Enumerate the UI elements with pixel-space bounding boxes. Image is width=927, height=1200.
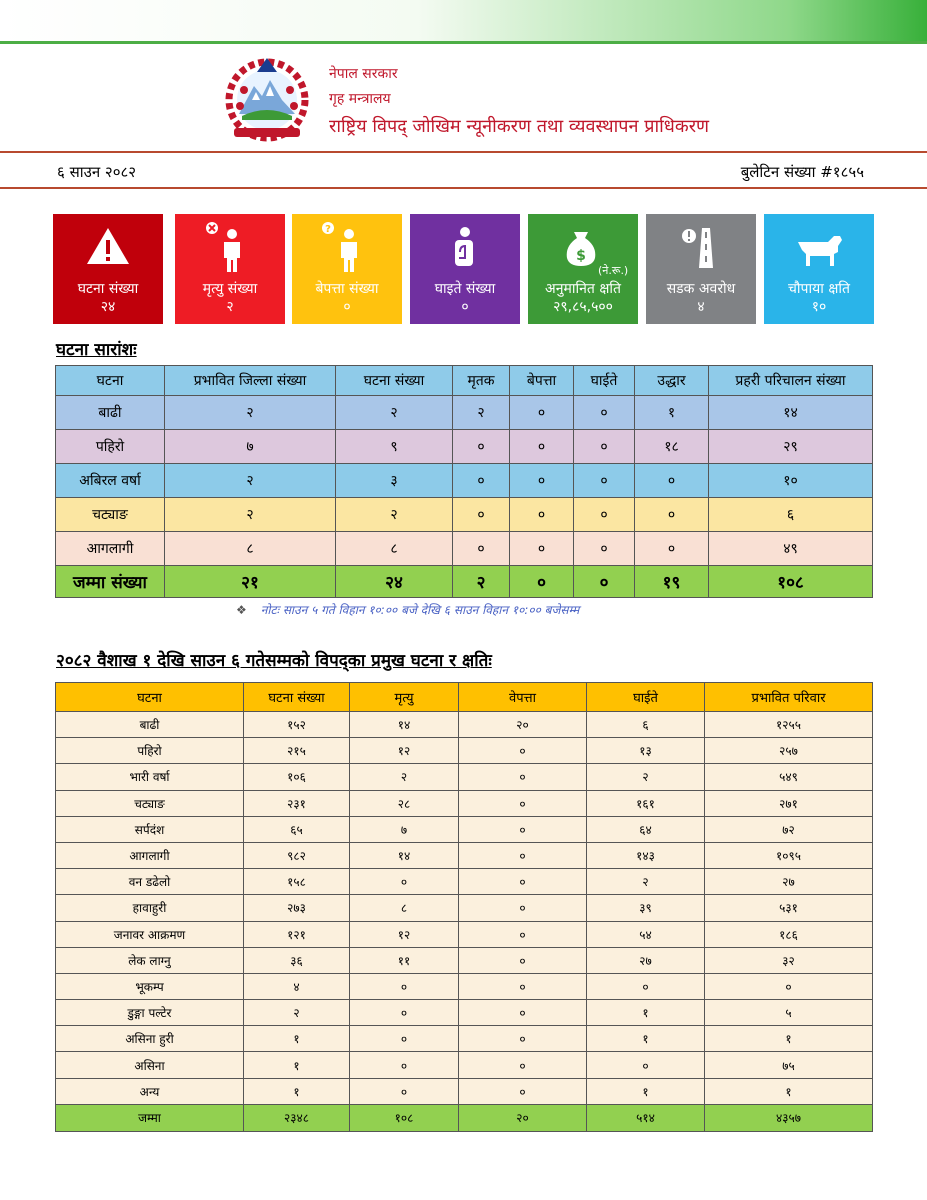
total-row [56, 1104, 873, 1131]
table-cell: २७३ [244, 895, 350, 921]
total-cell: १०८ [350, 1104, 459, 1131]
bulletin-date: ६ साउन २०८२ [57, 163, 137, 181]
table-cell: ० [350, 1026, 459, 1052]
table-cell: ९८२ [244, 842, 350, 868]
table-cell: डुङ्गा पल्टेर [56, 1000, 244, 1026]
table-cell: ४ [244, 973, 350, 999]
table-row [56, 1078, 873, 1104]
table-cell: २ [587, 869, 705, 895]
bulletin-number: बुलेटिन संख्या #१८५५ [740, 163, 864, 181]
table-cell: २५७ [705, 738, 873, 764]
table-cell: ० [459, 1026, 587, 1052]
ministry-name: गृह मन्त्रालय [329, 91, 391, 107]
table-cell: हावाहुरी [56, 895, 244, 921]
table-cell: ८ [350, 895, 459, 921]
table-cell: ० [453, 464, 510, 498]
table-row [56, 1052, 873, 1078]
government-emblem-icon [222, 56, 312, 144]
cumulative-header-cell: घाईते [587, 683, 705, 712]
table-cell: १२ [350, 921, 459, 947]
table-cell: ० [459, 869, 587, 895]
top-banner-line [0, 41, 927, 44]
cumulative-header-cell: मृत्यु [350, 683, 459, 712]
table-cell: सर्पदंश [56, 816, 244, 842]
cumulative-header-row [56, 683, 873, 712]
table-cell: १०९५ [705, 842, 873, 868]
table-row [56, 895, 873, 921]
table-cell: भारी वर्षा [56, 764, 244, 790]
table-cell: २ [165, 464, 336, 498]
table-cell: १२१ [244, 921, 350, 947]
date-divider [0, 187, 927, 189]
authority-name: राष्ट्रिय विपद् जोखिम न्यूनीकरण तथा व्यवस्थापन प्राधिकरण [329, 116, 710, 137]
table-row [56, 764, 873, 790]
table-row [56, 532, 873, 566]
table-cell: ४९ [709, 532, 873, 566]
table-row [56, 842, 873, 868]
tile-unit: (ने.रू.) [598, 264, 629, 277]
table-cell: ८ [165, 532, 336, 566]
table-cell: चट्याङ [56, 498, 165, 532]
table-cell: ० [459, 764, 587, 790]
summary-header-cell: उद्धार [635, 366, 709, 396]
table-cell: १२ [350, 738, 459, 764]
tile-value: ० [461, 299, 469, 315]
table-cell: लेक लाग्नु [56, 947, 244, 973]
tile-value: २४ [100, 299, 116, 315]
tile-estimated-loss [528, 214, 638, 324]
tile-value: २ [226, 299, 234, 315]
note-text: नोटः साउन ५ गते विहान १०:०० बजे देखि ६ साउन विहान १०:०० बजेसम्म [260, 603, 580, 617]
table-row [56, 498, 873, 532]
table-cell: १० [709, 464, 873, 498]
table-cell: १ [705, 1026, 873, 1052]
table-cell: ० [350, 973, 459, 999]
total-cell: ५१४ [587, 1104, 705, 1131]
svg-text:?: ? [325, 224, 331, 235]
table-cell: पहिरो [56, 430, 165, 464]
table-cell: ० [350, 1078, 459, 1104]
table-cell: २ [587, 764, 705, 790]
table-cell: १ [587, 1026, 705, 1052]
total-cell: जम्मा [56, 1104, 244, 1131]
table-cell: २ [350, 764, 459, 790]
cumulative-header-cell: घटना [56, 683, 244, 712]
table-cell: २९ [709, 430, 873, 464]
table-row [56, 1026, 873, 1052]
summary-table [55, 365, 873, 598]
table-cell: १ [244, 1052, 350, 1078]
tile-road-block [646, 214, 756, 324]
table-cell: ३९ [587, 895, 705, 921]
tile-value: १० [811, 299, 827, 315]
summary-header-cell: बेपत्ता [510, 366, 574, 396]
cumulative-title: २०८२ वैशाख १ देखि साउन ६ गतेसम्मको विपद्का प्रमुख घटना र क्षतिः [56, 651, 492, 671]
table-cell: असिना हुरी [56, 1026, 244, 1052]
table-cell: २ [453, 396, 510, 430]
table-cell: बाढी [56, 712, 244, 738]
tile-deaths [175, 214, 285, 324]
table-cell: १ [587, 1078, 705, 1104]
table-cell: २० [459, 712, 587, 738]
tile-label: सडक अवरोध [666, 281, 736, 297]
table-cell: ६ [587, 712, 705, 738]
table-cell: १६१ [587, 790, 705, 816]
table-cell: ० [459, 921, 587, 947]
table-cell: ० [453, 498, 510, 532]
table-cell: २८ [350, 790, 459, 816]
tile-label: मृत्यु संख्या [202, 281, 258, 297]
table-cell: ० [510, 396, 574, 430]
table-cell: ० [459, 973, 587, 999]
death-person-icon [175, 214, 285, 284]
table-cell: २७१ [705, 790, 873, 816]
table-cell: ११ [350, 947, 459, 973]
summary-header-cell: मृतक [453, 366, 510, 396]
summary-header-cell: घाईते [574, 366, 635, 396]
table-cell: १४ [709, 396, 873, 430]
table-cell: ० [459, 816, 587, 842]
table-cell: ० [459, 738, 587, 764]
table-cell: ० [459, 1000, 587, 1026]
table-cell: ० [510, 464, 574, 498]
total-cell: २१ [165, 566, 336, 598]
gov-name: नेपाल सरकार [329, 66, 398, 82]
table-cell: १ [587, 1000, 705, 1026]
tile-label: घाइते संख्या [434, 281, 496, 297]
table-row [56, 790, 873, 816]
table-cell: १ [244, 1078, 350, 1104]
table-cell: ० [459, 1052, 587, 1078]
table-cell: १५२ [244, 712, 350, 738]
cumulative-header-cell: प्रभावित परिवार [705, 683, 873, 712]
table-row [56, 869, 873, 895]
summary-header-cell: प्रभावित जिल्ला संख्या [165, 366, 336, 396]
header-divider [0, 151, 927, 153]
table-cell: ० [350, 1000, 459, 1026]
table-cell: ६५ [244, 816, 350, 842]
cumulative-header-cell: वेपत्ता [459, 683, 587, 712]
table-cell: चट्याङ [56, 790, 244, 816]
table-cell: १४३ [587, 842, 705, 868]
note-bullet: ❖ [236, 603, 247, 617]
tile-label: घटना संख्या [77, 281, 139, 297]
table-row [56, 396, 873, 430]
table-cell: ६ [709, 498, 873, 532]
table-cell: ० [459, 790, 587, 816]
table-cell: ५४ [587, 921, 705, 947]
table-cell: असिना [56, 1052, 244, 1078]
tile-value: ४ [697, 299, 705, 315]
total-cell: ४३५७ [705, 1104, 873, 1131]
total-cell: २० [459, 1104, 587, 1131]
cumulative-table [55, 682, 873, 1132]
table-cell: १ [244, 1026, 350, 1052]
table-cell: अबिरल वर्षा [56, 464, 165, 498]
total-cell: जम्मा संख्या [56, 566, 165, 598]
table-cell: ० [574, 532, 635, 566]
table-cell: ७ [165, 430, 336, 464]
table-cell: ० [350, 1052, 459, 1078]
table-cell: ० [587, 1052, 705, 1078]
tile-livestock [764, 214, 874, 324]
table-cell: ५४९ [705, 764, 873, 790]
table-cell: ० [510, 532, 574, 566]
table-row [56, 921, 873, 947]
table-cell: ० [635, 532, 709, 566]
tile-label: अनुमानित क्षति [545, 281, 621, 297]
cow-icon [764, 214, 874, 284]
table-cell: ७२ [705, 816, 873, 842]
tile-missing [292, 214, 402, 324]
table-cell: १५८ [244, 869, 350, 895]
total-cell: ० [574, 566, 635, 598]
table-cell: २ [244, 1000, 350, 1026]
table-cell: ० [574, 396, 635, 430]
table-cell: २ [336, 498, 453, 532]
top-banner [0, 0, 927, 44]
total-row [56, 566, 873, 598]
table-cell: २७ [705, 869, 873, 895]
table-cell: ० [453, 430, 510, 464]
table-cell: १४ [350, 842, 459, 868]
table-cell: १२५५ [705, 712, 873, 738]
table-cell: ० [459, 947, 587, 973]
table-cell: ० [574, 498, 635, 532]
tile-label: चौपाया क्षति [788, 281, 850, 297]
table-cell: १४ [350, 712, 459, 738]
table-cell: ० [635, 464, 709, 498]
table-cell: २ [165, 498, 336, 532]
table-row [56, 1000, 873, 1026]
cumulative-header-cell: घटना संख्या [244, 683, 350, 712]
table-cell: वन डढेलो [56, 869, 244, 895]
table-cell: ५३१ [705, 895, 873, 921]
table-cell: ० [705, 973, 873, 999]
summary-header-row [56, 366, 873, 396]
table-cell: २ [336, 396, 453, 430]
table-cell: ६४ [587, 816, 705, 842]
table-cell: ० [635, 498, 709, 532]
table-cell: आगलागी [56, 532, 165, 566]
table-cell: अन्य [56, 1078, 244, 1104]
tile-value: २९,८५,५०० [553, 299, 613, 315]
table-cell: पहिरो [56, 738, 244, 764]
table-cell: २७ [587, 947, 705, 973]
table-row [56, 712, 873, 738]
table-cell: ७५ [705, 1052, 873, 1078]
table-cell: ० [574, 430, 635, 464]
table-cell: आगलागी [56, 842, 244, 868]
table-cell: १८६ [705, 921, 873, 947]
table-cell: १८ [635, 430, 709, 464]
table-cell: ० [510, 498, 574, 532]
injured-person-icon [410, 214, 520, 284]
table-cell: २ [165, 396, 336, 430]
table-cell: बाढी [56, 396, 165, 430]
summary-header-cell: घटना संख्या [336, 366, 453, 396]
table-row [56, 816, 873, 842]
tile-value: ० [343, 299, 351, 315]
table-cell: जनावर आक्रमण [56, 921, 244, 947]
summary-title: घटना सारांशः [56, 340, 137, 360]
svg-text:$: $ [576, 248, 586, 264]
table-cell: १३ [587, 738, 705, 764]
table-cell: १ [705, 1078, 873, 1104]
table-cell: ९ [336, 430, 453, 464]
table-row [56, 430, 873, 464]
table-cell: ७ [350, 816, 459, 842]
tile-injured [410, 214, 520, 324]
table-row [56, 464, 873, 498]
table-row [56, 947, 873, 973]
total-cell: ० [510, 566, 574, 598]
total-cell: १९ [635, 566, 709, 598]
table-cell: ० [510, 430, 574, 464]
table-cell: ३६ [244, 947, 350, 973]
total-cell: १०८ [709, 566, 873, 598]
summary-header-cell: प्रहरी परिचालन संख्या [709, 366, 873, 396]
table-cell: ० [453, 532, 510, 566]
table-cell: २१५ [244, 738, 350, 764]
table-cell: ३२ [705, 947, 873, 973]
table-cell: १०६ [244, 764, 350, 790]
warning-icon [53, 214, 163, 284]
table-cell: १ [635, 396, 709, 430]
summary-header-cell: घटना [56, 366, 165, 396]
total-cell: २४ [336, 566, 453, 598]
missing-person-icon [292, 214, 402, 284]
table-cell: ० [587, 973, 705, 999]
table-cell: २३१ [244, 790, 350, 816]
tile-label: बेपत्ता संख्या [315, 281, 379, 297]
table-cell: भूकम्प [56, 973, 244, 999]
road-block-icon [646, 214, 756, 284]
total-cell: २३४८ [244, 1104, 350, 1131]
tile-incidents [53, 214, 163, 324]
table-row [56, 973, 873, 999]
table-cell: ० [350, 869, 459, 895]
total-cell: २ [453, 566, 510, 598]
table-cell: ० [459, 842, 587, 868]
table-row [56, 738, 873, 764]
table-cell: ३ [336, 464, 453, 498]
summary-note [236, 601, 579, 618]
table-cell: ० [459, 1078, 587, 1104]
table-cell: ० [459, 895, 587, 921]
table-cell: ८ [336, 532, 453, 566]
table-cell: ५ [705, 1000, 873, 1026]
table-cell: ० [574, 464, 635, 498]
